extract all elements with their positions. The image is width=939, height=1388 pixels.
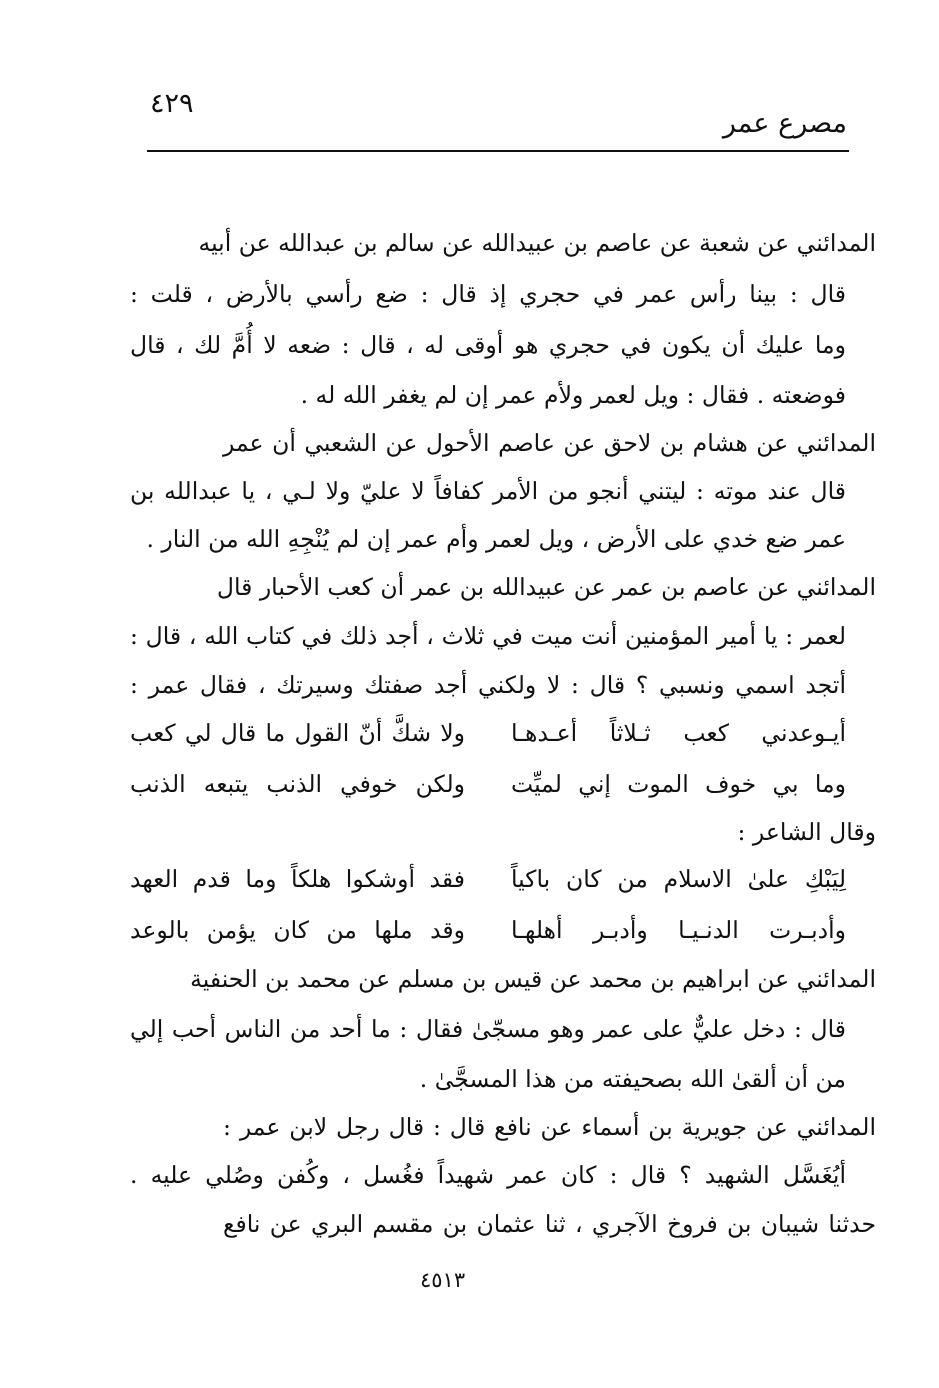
verse-line (130, 913, 846, 949)
text-line: لعمر : يا أمير المؤمنين أنت ميت في ثلاث ، أجد ذلك في كتاب الله ، قال : (130, 622, 846, 650)
verse-second-hemistich: وقد ملها من كان يؤمن بالوعد (130, 916, 465, 944)
text-line: عمر ضع خدي على الأرض ، ويل لعمر وأم عمر إن لم يُنْجِهِ الله من النار . (146, 525, 846, 553)
verse-line (130, 862, 846, 898)
text-line: قال عند موته : ليتني أنجو من الأمر كفافاً لا عليّ ولا لـي ، يا عبدالله بن (130, 477, 846, 505)
verse-first-hemistich: وأدبـرت الدنـيـا وأدبـر أهلهـا (511, 916, 846, 944)
verse-second-hemistich: ولكن خوفي الذنب يتبعه الذنب (130, 770, 465, 798)
text-line: المدائني عن شعبة عن عاصم بن عبيدالله عن سالم بن عبدالله عن أبيه (198, 229, 876, 257)
text-line: قال : دخل عليٌّ على عمر وهو مسجّىٰ فقال : ما أحد من الناس أحب إلي (130, 1015, 846, 1043)
verse-line (130, 716, 846, 752)
verse-first-hemistich: وما بي خوف الموت إني لميِّت (511, 770, 846, 798)
text-line: من أن ألقىٰ الله بصحيفته من هذا المسجَّىٰ . (419, 1065, 846, 1093)
page-number: ٤٢٩ (150, 88, 194, 119)
verse-second-hemistich: ولا شكَّ أنّ القول ما قال لي كعب (130, 719, 465, 747)
footer-number: ٤٥١٣ (420, 1268, 466, 1292)
text-line: قال : بينا رأس عمر في حجري إذ قال : ضع رأسي بالأرض ، قلت : (130, 280, 846, 308)
text-line: المدائني عن جويرية بن أسماء عن نافع قال : قال رجل لابن عمر : (223, 1113, 876, 1141)
verse-line (130, 767, 846, 803)
verse-first-hemistich: لِيَبْكِ علىٰ الاسلام من كان باكياً (511, 865, 846, 893)
running-title: مصرع عمر (722, 108, 847, 139)
text-line: المدائني عن ابراهيم بن محمد عن قيس بن مسلم عن محمد بن الحنفية (190, 965, 876, 993)
text-line: أتجد اسمي ونسبي ؟ قال : لا ولكني أجد صفتك وسيرتك ، فقال عمر : (130, 671, 846, 699)
header-rule (147, 150, 849, 152)
verse-first-hemistich: أيـوعدني كعب ثـلاثاً أعـدهـا (511, 719, 846, 747)
verse-second-hemistich: فقد أوشكوا هلكاً وما قدم العهد (130, 865, 465, 893)
poet-intro: وقال الشاعر : (737, 818, 876, 846)
text-line: المدائني عن هشام بن لاحق عن عاصم الأحول عن الشعبي أن عمر (223, 429, 876, 457)
text-line: حدثنا شيبان بن فروخ الآجري ، ثنا عثمان بن مقسم البري عن نافع (223, 1210, 876, 1238)
text-line: المدائني عن عاصم بن عمر عن عبيدالله بن عمر أن كعب الأحبار قال (216, 573, 876, 601)
text-line: وما عليك أن يكون في حجري هو أوقى له ، قال : ضعه لا أُمَّ لك ، قال (130, 331, 846, 359)
text-line: أيُغَسَّل الشهيد ؟ قال : كان عمر شهيداً فغُسل ، وكُفن وصُلي عليه . (130, 1161, 846, 1189)
text-line: فوضعته . فقال : ويل لعمر ولأم عمر إن لم يغفر الله له . (300, 381, 846, 409)
